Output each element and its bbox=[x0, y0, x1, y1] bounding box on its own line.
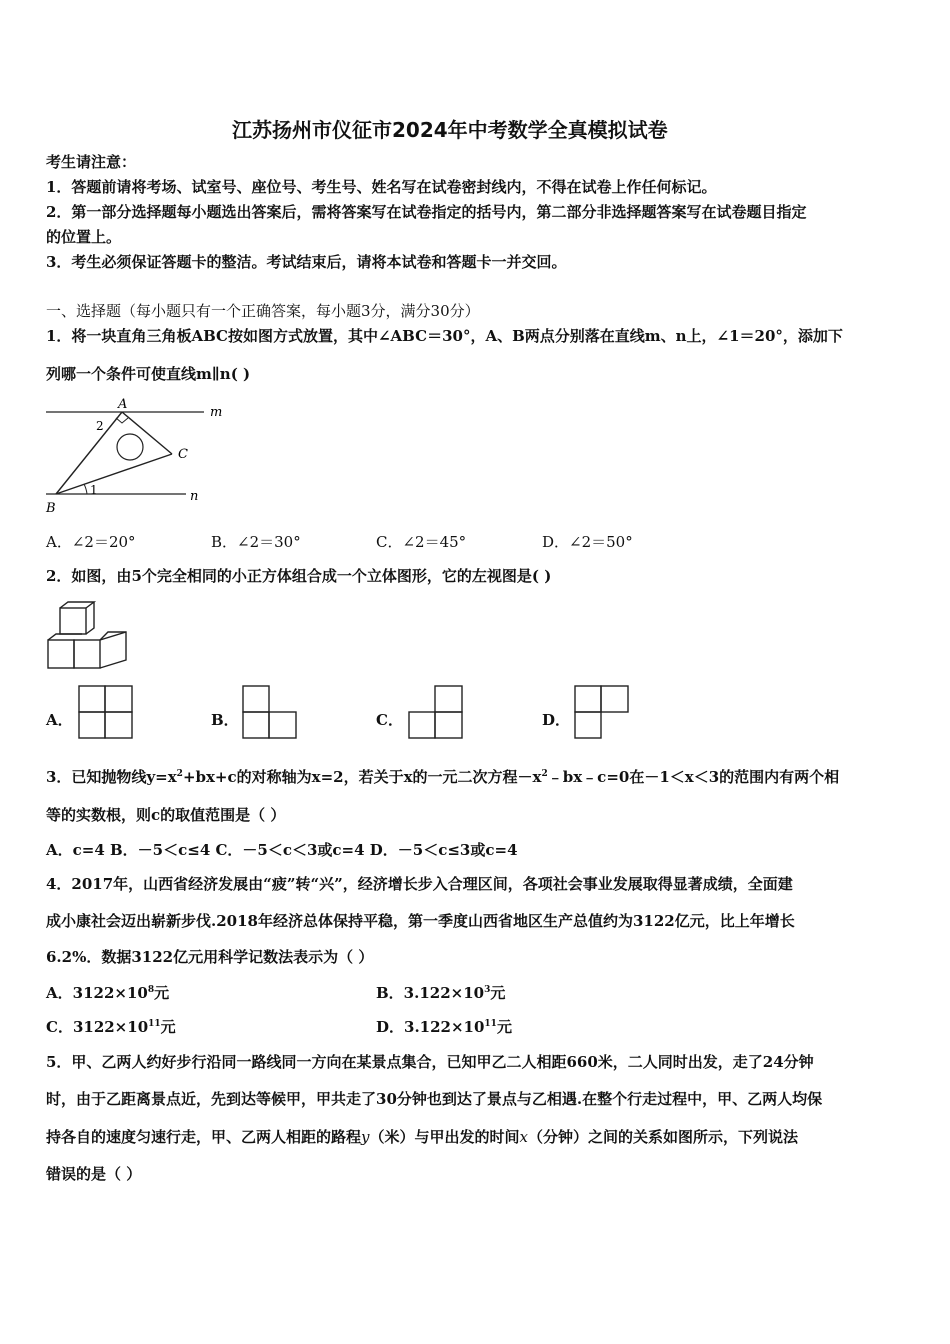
q5-text-line3 bbox=[46, 1127, 798, 1147]
q2-option-d-figure bbox=[574, 685, 632, 739]
notice-item-3: 3．考生必须保证答题卡的整洁。考试结束后，请将本试卷和答题卡一并交回。 bbox=[46, 253, 567, 271]
q1-option-b[interactable]: B．∠2＝30° bbox=[211, 533, 301, 551]
q1-option-d[interactable]: D．∠2＝50° bbox=[542, 533, 633, 551]
q1-option-c[interactable]: C．∠2＝45° bbox=[376, 533, 467, 551]
q4-text-line2: 成小康社会迈出崭新步伐.2018年经济总体保持平稳，第一季度山西省地区生产总值约为3122亿元，比上年增长 bbox=[46, 912, 795, 930]
q4-text-line1: 4．2017年，山西省经济发展由“疲”转“兴”，经济增长步入合理区间，各项社会事业发展取得显著成绩，全面建 bbox=[46, 875, 793, 893]
q3-options[interactable]: A．c=4 B．－5＜c≤4 C．－5＜c＜3或c=4 D．－5＜c≤3或c=4 bbox=[46, 841, 518, 859]
q4-option-a-unit: 元 bbox=[154, 984, 170, 1002]
q4-option-c-unit: 元 bbox=[160, 1018, 176, 1036]
q5-var-y: y bbox=[361, 1128, 370, 1146]
q2-option-c-figure bbox=[408, 685, 466, 739]
q2-option-b-figure bbox=[242, 685, 300, 739]
q1-text-line2: 列哪一个条件可使直线m∥n( ) bbox=[46, 365, 251, 383]
q4-option-d[interactable] bbox=[376, 1017, 512, 1037]
q1-text-line1: 1．将一块直角三角板ABC按如图方式放置，其中∠ABC＝30°，A、B两点分别落在直线m、n上，∠1＝20°，添加下 bbox=[46, 327, 843, 345]
q4-option-a[interactable] bbox=[46, 983, 169, 1003]
q4-option-c-base: C．3122×10 bbox=[46, 1018, 149, 1036]
q3-text-line2: 等的实数根，则c的取值范围是（ ） bbox=[46, 806, 286, 824]
q2-option-a-figure bbox=[78, 685, 136, 739]
q5-text-part1: 持各自的速度匀速行走，甲、乙两人相距的路程 bbox=[46, 1128, 362, 1146]
q2-option-b-label[interactable]: B． bbox=[211, 711, 239, 729]
q4-option-a-base: A．3122×10 bbox=[46, 984, 148, 1002]
q4-option-d-base: D．3.122×10 bbox=[376, 1018, 485, 1036]
q4-option-b-unit: 元 bbox=[490, 984, 506, 1002]
q4-text-line3: 6.2%．数据3122亿元用科学记数法表示为（ ） bbox=[46, 948, 374, 966]
notice-item-2-cont: 的位置上。 bbox=[46, 228, 122, 246]
q2-option-d-label[interactable]: D． bbox=[542, 711, 571, 729]
q5-text-line2: 时，由于乙距离景点近，先到达等候甲，甲共走了30分钟也到达了景点与乙相遇.在整个行走过程中，甲、乙两人均保 bbox=[46, 1090, 823, 1108]
notice-item-2: 2．第一部分选择题每小题选出答案后，需将答案写在试卷指定的括号内，第二部分非选择题答案写在试卷题目指定 bbox=[46, 203, 807, 221]
notice-item-1: 1．答题前请将考场、试室号、座位号、考生号、姓名写在试卷密封线内，不得在试卷上作任何标记。 bbox=[46, 178, 717, 196]
q5-text-line1: 5．甲、乙两人约好步行沿同一路线同一方向在某景点集合，已知甲乙二人相距660米，二人同时出发，走了24分钟 bbox=[46, 1053, 814, 1071]
q5-var-x: x bbox=[519, 1128, 528, 1146]
q4-option-c[interactable] bbox=[46, 1017, 176, 1037]
q3-text-part2: +bx+c的对称轴为x=2，若关于x的一元二次方程－x bbox=[182, 768, 542, 786]
q4-option-a-exp: 8 bbox=[147, 985, 155, 995]
q3-sup2: 2 bbox=[541, 769, 548, 779]
q4-option-d-unit: 元 bbox=[496, 1018, 512, 1036]
q1-option-a[interactable]: A．∠2＝20° bbox=[46, 533, 136, 551]
q4-option-b-exp: 3 bbox=[484, 985, 491, 995]
q4-option-d-exp: 11 bbox=[484, 1019, 497, 1029]
q4-option-c-exp: 11 bbox=[148, 1019, 161, 1029]
page-title: 江苏扬州市仪征市2024年中考数学全真模拟试卷 bbox=[232, 118, 668, 142]
q5-text-part2: （米）与甲出发的时间 bbox=[369, 1128, 520, 1146]
section-heading: 一、选择题（每小题只有一个正确答案，每小题3分，满分30分） bbox=[46, 302, 480, 320]
q1-triangle-figure bbox=[46, 396, 231, 518]
q3-sup1: 2 bbox=[176, 769, 183, 779]
q1-label-A: A bbox=[118, 397, 128, 412]
q1-label-angle2: 2 bbox=[96, 419, 104, 433]
q2-cubes-figure bbox=[46, 600, 130, 670]
q1-label-m: m bbox=[210, 405, 223, 420]
q2-option-c-label[interactable]: C． bbox=[376, 711, 403, 729]
q4-option-b-base: B．3.122×10 bbox=[376, 984, 485, 1002]
q3-text-line1 bbox=[46, 767, 839, 787]
q3-text-part1: 3．已知抛物线y=x bbox=[46, 768, 177, 786]
q5-text-line4: 错误的是（ ） bbox=[46, 1165, 142, 1183]
q1-label-B: B bbox=[46, 501, 56, 516]
q4-option-b[interactable] bbox=[376, 983, 505, 1003]
q1-label-C: C bbox=[178, 447, 188, 462]
q5-text-part3: （分钟）之间的关系如图所示，下列说法 bbox=[527, 1128, 798, 1146]
q2-text-line1: 2．如图，由5个完全相同的小正方体组合成一个立体图形，它的左视图是( ) bbox=[46, 567, 552, 585]
q2-option-a-label[interactable]: A． bbox=[46, 711, 73, 729]
q3-text-part3: ﹣bx﹣c=0在－1＜x＜3的范围内有两个相 bbox=[547, 768, 840, 786]
q1-label-n: n bbox=[190, 489, 199, 504]
notice-heading: 考生请注意： bbox=[46, 153, 137, 171]
q1-label-angle1: 1 bbox=[90, 483, 98, 497]
